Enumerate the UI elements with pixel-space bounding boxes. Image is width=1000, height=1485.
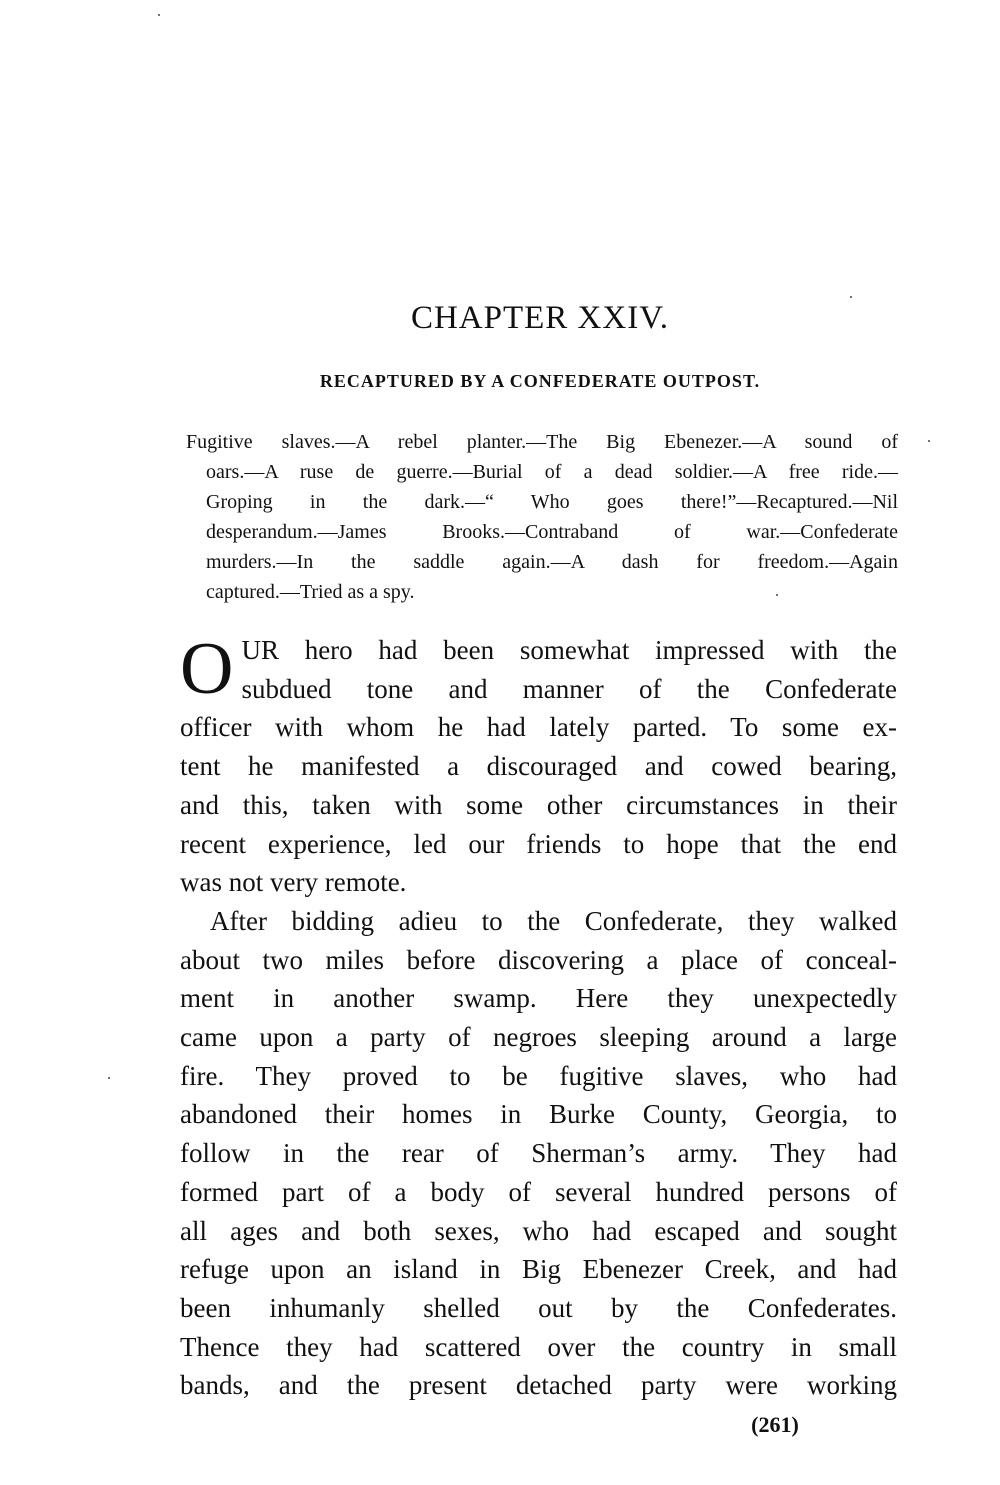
chapter-title: CHAPTER XXIV. [410,300,670,336]
chapter-summary [186,427,898,607]
paragraph-2-line: bands, and the present detached party were working [180,1370,897,1401]
paragraph-2-line: ment in another swamp. Here they unexpectedly [180,983,897,1014]
paragraph-1-line: and this, taken with some other circumstances in their [180,789,897,820]
paragraph-1-line: officer with whom he had lately parted. To some ex- [180,712,897,743]
paragraph-2-line: abandoned their homes in Burke County, Georgia, to [180,1099,897,1130]
summary-line: captured.—Tried as a spy. [206,581,415,603]
paragraph-1-line: UR hero had been somewhat impressed with the [241,635,897,665]
paragraph-2-line: fire. They proved to be fugitive slaves, who had [180,1060,897,1091]
paragraph-2-line: follow in the rear of Sherman’s army. They had [180,1138,897,1169]
paragraph-1-line: recent experience, led our friends to hope that the end [180,828,897,859]
paragraph-2-line: came upon a party of negroes sleeping around a large [180,1022,897,1053]
summary-line: murders.—In the saddle again.—A dash for freedom.—Again [206,551,898,573]
paragraph-2-line: all ages and both sexes, who had escaped and sought [180,1215,897,1246]
paragraph-1-line: tent he manifested a discouraged and cowed bearing, [180,751,897,782]
summary-line: Groping in the dark.—“ Who goes there!”—Recaptured.—Nil [206,491,898,513]
paper-speck [108,1077,110,1079]
paragraph-2-line: about two miles before discovering a place of conceal- [180,944,897,975]
paragraph-2-line: Thence they had scattered over the country in small [180,1331,897,1362]
paper-speck [850,296,852,298]
paragraph-1-line: subdued tone and manner of the Confederate [241,673,897,704]
paragraph-2-line: After bidding adieu to the Confederate, they walked [210,905,897,936]
drop-cap: O [180,628,234,710]
summary-line: Fugitive slaves.—A rebel planter.—The Big Ebenezer.—A sound of [186,431,898,453]
page-number: (261) [751,1412,799,1437]
summary-line: desperandum.—James Brooks.—Contraband of war.—Confederate [206,521,898,543]
paragraph-2-line: been inhumanly shelled out by the Confederates. [180,1292,897,1323]
summary-line: oars.—A ruse de guerre.—Burial of a dead soldier.—A free ride.— [206,461,898,483]
paper-speck [928,440,930,442]
paper-speck [158,14,160,16]
chapter-subtitle: RECAPTURED BY A CONFEDERATE OUTPOST. [319,371,761,391]
paragraph-1-line: was not very remote. [180,867,407,898]
paragraph-2-line: refuge upon an island in Big Ebenezer Creek, and had [180,1254,897,1285]
paragraph-2-line: formed part of a body of several hundred persons of [180,1176,897,1207]
body-text [180,628,897,1405]
